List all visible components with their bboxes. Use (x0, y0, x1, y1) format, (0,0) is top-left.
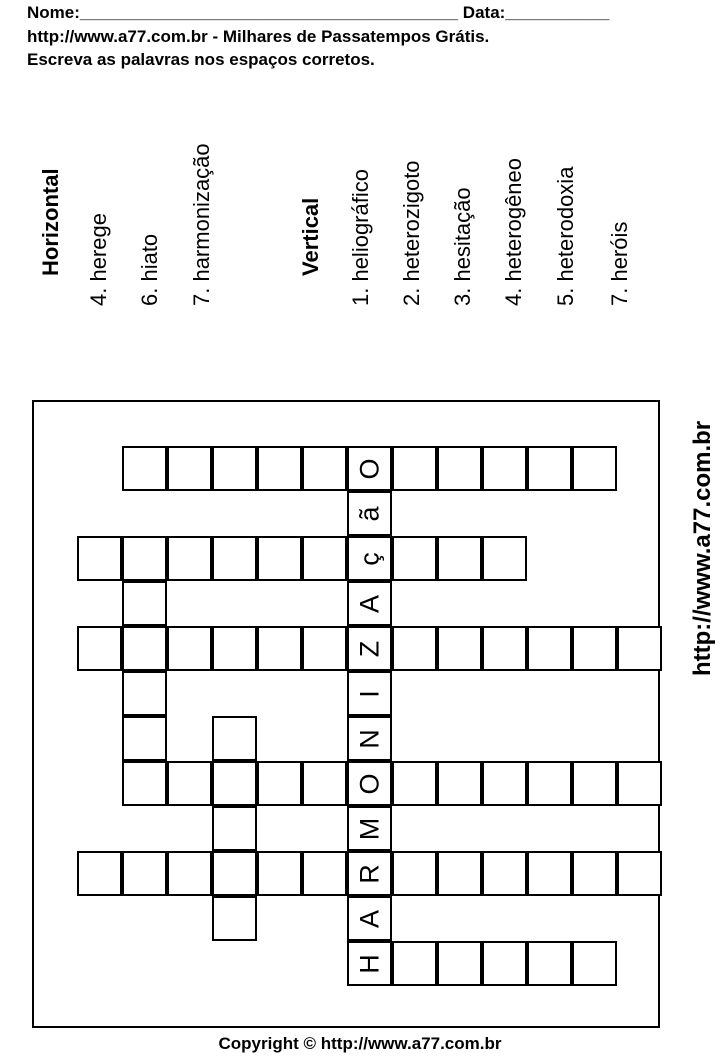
grid-cell[interactable] (212, 761, 257, 806)
grid-cell[interactable] (572, 626, 617, 671)
grid-letter: A (354, 594, 384, 613)
grid-cell[interactable] (392, 536, 437, 581)
grid-cell[interactable] (347, 761, 392, 806)
grid-cell[interactable] (167, 761, 212, 806)
grid-letter: A (354, 909, 384, 928)
grid-cell[interactable] (212, 851, 257, 896)
vertical-clue: 4. heterogêneo (501, 157, 526, 306)
grid-cell[interactable] (347, 446, 392, 491)
grid-cell[interactable] (257, 536, 302, 581)
grid-cell[interactable] (122, 761, 167, 806)
vertical-title: Vertical (298, 197, 323, 276)
grid-letter: O (354, 772, 384, 795)
copyright: Copyright © http://www.a77.com.br (218, 1034, 502, 1053)
grid-letter: I (354, 689, 384, 698)
grid-cell[interactable] (527, 446, 572, 491)
grid-cell[interactable] (257, 446, 302, 491)
grid-cell[interactable] (167, 626, 212, 671)
grid-cell[interactable] (482, 941, 527, 986)
grid-letter: H (354, 953, 384, 974)
grid-cell[interactable] (212, 446, 257, 491)
grid-letter: O (354, 457, 384, 480)
grid-cell[interactable] (122, 536, 167, 581)
grid-cell[interactable] (437, 446, 482, 491)
grid-cell[interactable] (167, 851, 212, 896)
grid-cell[interactable] (482, 626, 527, 671)
grid-letter: R (354, 863, 384, 884)
vertical-clue: 1. heliográfico (348, 169, 373, 306)
grid-letter: N (354, 728, 384, 749)
grid-cell[interactable] (302, 536, 347, 581)
grid-cell[interactable] (572, 761, 617, 806)
grid-cell[interactable] (347, 941, 392, 986)
grid-cell[interactable] (347, 491, 392, 536)
grid-cell[interactable] (392, 446, 437, 491)
grid-cell[interactable] (257, 851, 302, 896)
grid-cell[interactable] (212, 716, 257, 761)
grid-cell[interactable] (482, 851, 527, 896)
grid-cell[interactable] (122, 851, 167, 896)
grid-letter: Z (354, 640, 384, 657)
vertical-clue: 2. heterozigoto (399, 160, 424, 306)
grid-letter: ã (354, 505, 384, 522)
grid-cell[interactable] (392, 941, 437, 986)
grid-cell[interactable] (257, 626, 302, 671)
grid-cell[interactable] (122, 626, 167, 671)
grid-cell[interactable] (437, 761, 482, 806)
grid-cell[interactable] (347, 806, 392, 851)
grid-cell[interactable] (347, 851, 392, 896)
grid-cell[interactable] (77, 626, 122, 671)
grid-letter: ç (354, 551, 384, 566)
grid-cell[interactable] (212, 806, 257, 851)
grid-cell[interactable] (572, 446, 617, 491)
grid-letter: M (354, 817, 384, 840)
grid-cell[interactable] (122, 581, 167, 626)
grid-cell[interactable] (617, 626, 662, 671)
grid-cell[interactable] (302, 626, 347, 671)
grid-cell[interactable] (347, 626, 392, 671)
grid-cell[interactable] (212, 626, 257, 671)
horizontal-title: Horizontal (38, 168, 63, 276)
grid-cell[interactable] (482, 446, 527, 491)
grid-cell[interactable] (212, 536, 257, 581)
grid-cell[interactable] (527, 626, 572, 671)
grid-cell[interactable] (257, 761, 302, 806)
grid-cell[interactable] (392, 851, 437, 896)
grid-cell[interactable] (77, 851, 122, 896)
grid-cell[interactable] (167, 536, 212, 581)
grid-cell[interactable] (437, 851, 482, 896)
grid-cell[interactable] (617, 851, 662, 896)
grid-cell[interactable] (572, 851, 617, 896)
grid-cell[interactable] (347, 536, 392, 581)
grid-cell[interactable] (347, 581, 392, 626)
grid-cell[interactable] (437, 536, 482, 581)
grid-cell[interactable] (122, 671, 167, 716)
grid-cell[interactable] (437, 941, 482, 986)
grid-cell[interactable] (527, 851, 572, 896)
grid-cell[interactable] (77, 536, 122, 581)
grid-cell[interactable] (392, 626, 437, 671)
horizontal-clue: 4. herege (86, 213, 111, 306)
vertical-clue: 5. heterodoxia (553, 166, 578, 306)
grid-cell[interactable] (167, 446, 212, 491)
site-line: http://www.a77.com.br - Milhares de Passatempos Grátis. (27, 27, 490, 46)
horizontal-clue: 6. hiato (137, 233, 162, 306)
grid-cell[interactable] (302, 761, 347, 806)
name-date-line: Nome:________________________________________ Data:___________ (27, 3, 610, 22)
grid-cell[interactable] (347, 716, 392, 761)
grid-cell[interactable] (122, 716, 167, 761)
vertical-clue: 7. heróis (607, 221, 632, 306)
grid-cell[interactable] (482, 761, 527, 806)
grid-cell[interactable] (212, 896, 257, 941)
grid-cell[interactable] (302, 446, 347, 491)
grid-cell[interactable] (347, 671, 392, 716)
vertical-clue: 3. hesitação (450, 187, 475, 306)
grid-cell[interactable] (347, 896, 392, 941)
grid-cell[interactable] (437, 626, 482, 671)
grid-cell[interactable] (302, 851, 347, 896)
grid-cell[interactable] (527, 941, 572, 986)
grid-cell[interactable] (617, 761, 662, 806)
instructions: Escreva as palavras nos espaços corretos. (27, 50, 375, 69)
horizontal-clue: 7. harmonização (189, 143, 214, 306)
grid-cell[interactable] (122, 446, 167, 491)
side-url: http://www.a77.com.br (689, 420, 716, 676)
grid-cell[interactable] (392, 761, 437, 806)
grid-cell[interactable] (482, 536, 527, 581)
grid-cell[interactable] (527, 761, 572, 806)
grid-cell[interactable] (572, 941, 617, 986)
